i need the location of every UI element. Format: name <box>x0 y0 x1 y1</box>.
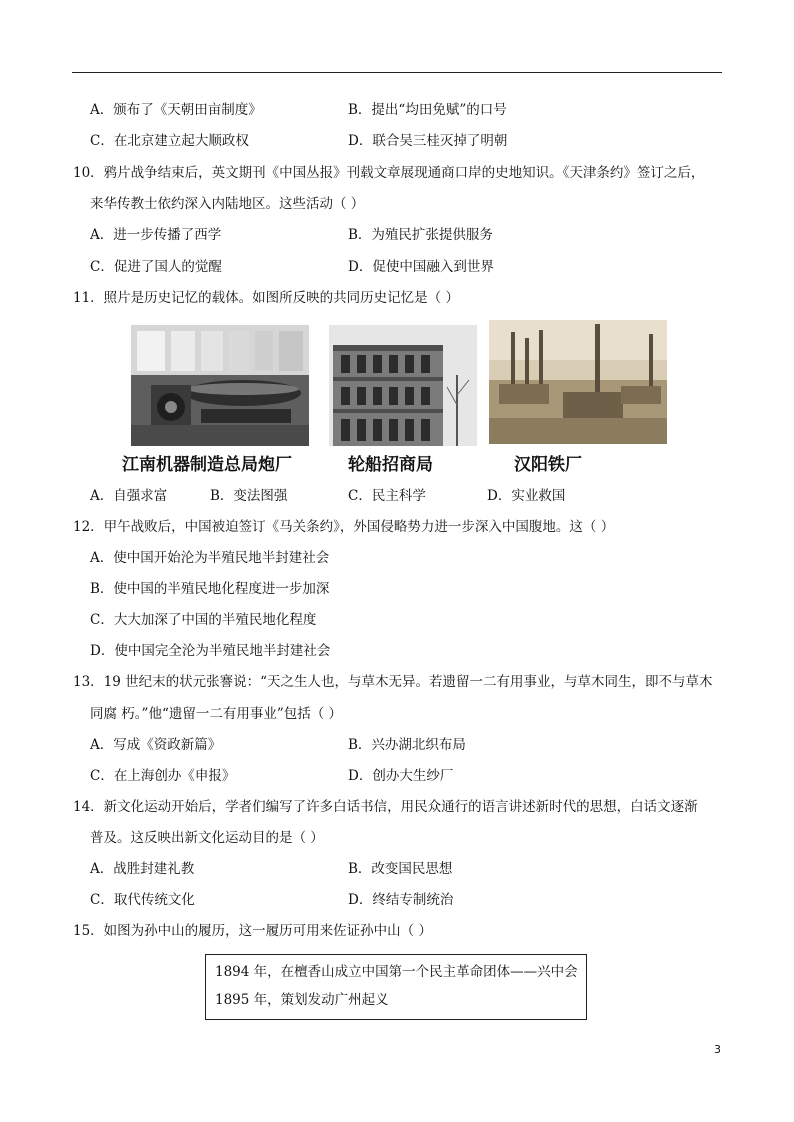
q15-stem: 15．如图为孙中山的履历，这一履历可用来佐证孙中山（ ） <box>73 923 432 939</box>
q12-option-c[interactable]: C．大大加深了中国的半殖民地化程度 <box>90 612 317 628</box>
q11-stem: 11．照片是历史记忆的载体。如图所反映的共同历史记忆是（ ） <box>73 290 459 306</box>
q11-option-a[interactable]: A．自强求富 <box>90 488 168 504</box>
q11-option-c[interactable]: C．民主科学 <box>348 488 426 504</box>
caption-jiangnan-arsenal: 江南机器制造总局炮厂 <box>122 455 292 475</box>
q12-option-d[interactable]: D．使中国完全沦为半殖民地半封建社会 <box>90 643 331 659</box>
q9-option-b[interactable]: B．提出“均田免赋”的口号 <box>348 102 507 118</box>
q12-stem: 12．甲午战败后，中国被迫签订《马关条约》，外国侵略势力进一步深入中国腹地。这（ ） <box>73 519 615 535</box>
q10-option-c[interactable]: C．促进了国人的觉醒 <box>90 259 222 275</box>
sun-yatsen-resume-box <box>205 954 587 1020</box>
q13-option-b[interactable]: B．兴办湖北织布局 <box>348 737 466 753</box>
q14-option-a[interactable]: A．战胜封建礼教 <box>90 861 195 877</box>
page-number: 3 <box>714 1043 721 1056</box>
q10-stem-line1: 10．鸦片战争结束后，英文期刊《中国丛报》刊载文章展现通商口岸的史地知识。《天津条约》签订之后， <box>73 165 705 181</box>
q13-stem-line1: 13．19 世纪末的状元张謇说：“天之生人也，与草木无异。若遗留一二有用事业，与草木同生，即不与草木 <box>73 674 713 690</box>
q10-stem-line2: 来华传教士依约深入内陆地区。这些活动（ ） <box>90 196 365 212</box>
q13-option-a[interactable]: A．写成《资政新篇》 <box>90 737 222 753</box>
q14-stem-line1: 14．新文化运动开始后，学者们编写了许多白话书信，用民众通行的语言讲述新时代的思想，白话文逐渐 <box>73 799 698 815</box>
resume-line-1894: 1894 年，在檀香山成立中国第一个民主革命团体——兴中会 <box>215 964 578 980</box>
q11-option-b[interactable]: B．变法图强 <box>210 488 288 504</box>
q12-option-b[interactable]: B．使中国的半殖民地化程度进一步加深 <box>90 581 330 597</box>
photo-china-merchants <box>329 325 477 446</box>
q13-stem-line2: 同腐 朽。”他“遗留一二有用事业”包括（ ） <box>90 706 343 722</box>
q10-option-d[interactable]: D．促使中国融入到世界 <box>348 259 494 275</box>
q9-option-c[interactable]: C．在北京建立起大顺政权 <box>90 133 249 149</box>
header-rule <box>72 72 722 73</box>
q13-option-d[interactable]: D．创办大生纱厂 <box>348 768 454 784</box>
q13-option-c[interactable]: C．在上海创办《申报》 <box>90 768 236 784</box>
q11-option-d[interactable]: D．实业救国 <box>487 488 566 504</box>
q9-option-a[interactable]: A．颁布了《天朝田亩制度》 <box>90 102 262 118</box>
q12-option-a[interactable]: A．使中国开始沦为半殖民地半封建社会 <box>90 550 330 566</box>
q10-option-b[interactable]: B．为殖民扩张提供服务 <box>348 227 493 243</box>
photo-jiangnan-arsenal <box>131 325 309 446</box>
q10-option-a[interactable]: A．进一步传播了西学 <box>90 227 222 243</box>
caption-hanyang-ironworks: 汉阳铁厂 <box>514 455 582 475</box>
caption-china-merchants: 轮船招商局 <box>348 455 433 475</box>
q14-stem-line2: 普及。这反映出新文化运动目的是（ ） <box>90 830 324 846</box>
q14-option-c[interactable]: C．取代传统文化 <box>90 892 195 908</box>
q14-option-b[interactable]: B．改变国民思想 <box>348 861 453 877</box>
photo-hanyang-ironworks <box>489 320 667 444</box>
q9-option-d[interactable]: D．联合吴三桂灭掉了明朝 <box>348 133 508 149</box>
resume-line-1895: 1895 年，策划发动广州起义 <box>215 992 389 1008</box>
q14-option-d[interactable]: D．终结专制统治 <box>348 892 454 908</box>
